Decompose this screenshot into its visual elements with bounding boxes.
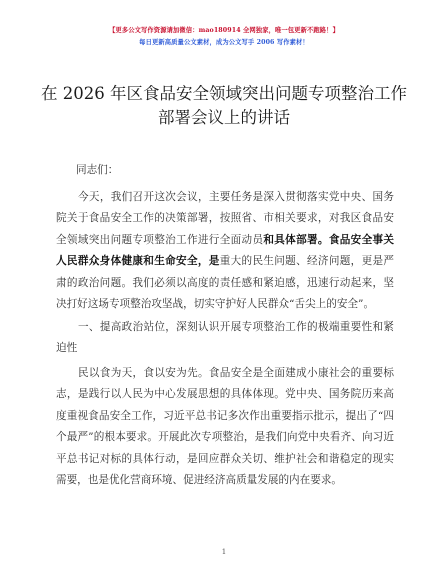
- paragraph-intro-bold: 和具体部署。食品安全事关人民群众身体健康和生命安全，是: [56, 233, 395, 268]
- paragraph-intro: [56, 187, 394, 315]
- paragraph-section-1: 民以食为天，食以安为先。食品安全是全面建成小康社会的重要标志，是践行以人民为中心发展思想的具体体现。党中央、国务院历来高度重视食品安全工作，习近平总书记多次作出重要指示批示，提出了“四个最严”的根本要求。开展此次专项整治，是我们向党中央看齐、向习近平总书记对标的具体行动，是回应群众关切、维护社会和谐稳定的现实需要，也是优化营商环境、促进经济高质量发展的内在要求。: [56, 367, 394, 487]
- document-title: 在 2026 年区食品安全领域突出问题专项整治工作部署会议上的讲话: [41, 84, 407, 127]
- promo-banner-line-1: 【更多公文写作资源请加微信：mao180914 全网独家，唯一包更新不跑路！】: [109, 27, 339, 34]
- promo-banner-line-2: 每日更新高质量公文素材，成为公文写手 2006 写作素材！: [139, 39, 309, 46]
- salutation: 同志们：: [76, 164, 119, 176]
- section-heading-1: 一、提高政治站位，深刻认识开展专项整治工作的极端重要性和紧迫性: [56, 321, 394, 355]
- paragraph-intro-part-c: 重大的民生问题、经济问题，更是严肃的政治问题。我们必须以高度的责任感和紧迫感，迅速行动起来，坚决打好这场专项整治攻坚战，切实守护好人民群众“舌尖上的安全”。: [56, 255, 394, 311]
- page-number: 1: [221, 548, 227, 556]
- paragraph-intro-part-a: 今天，我们召开这次会议，主要任务是深入贯彻落实党中央、国务院关于食品安全工作的决策部署，按照省、市相关要求，对我区食品安全领域突出问题专项整治工作进行全面动员: [56, 191, 394, 246]
